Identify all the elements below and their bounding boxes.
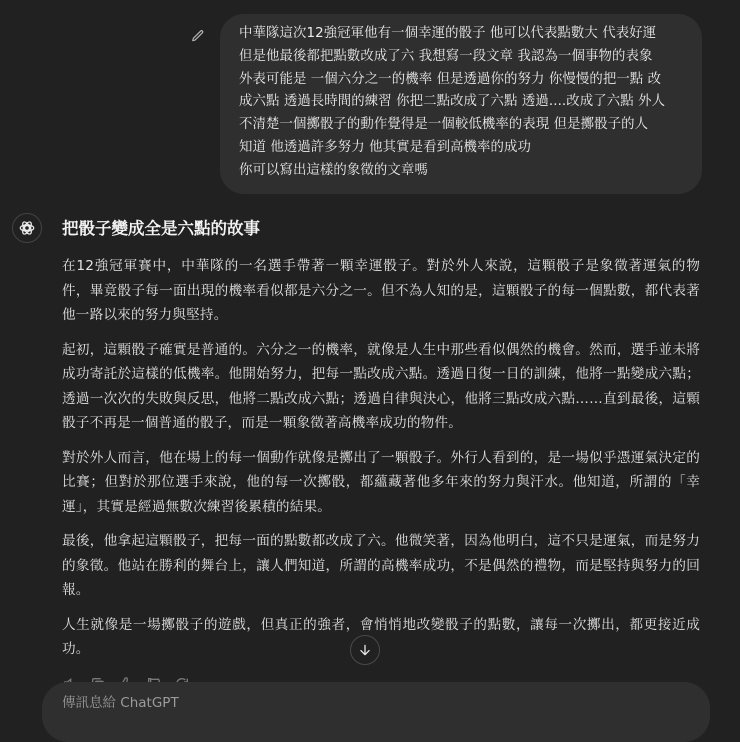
user-message-line: 知道 他透過許多努力 他其實是看到高機率的成功 xyxy=(239,139,532,155)
user-message-line: 你可以寫出這樣的象徵的文章嗎 xyxy=(239,162,428,178)
assistant-avatar xyxy=(12,213,42,243)
assistant-paragraph: 對於外人而言，他在場上的每一個動作就像是擲出了一顆骰子。外行人看到的，是一場似乎憑運氣決定的比賽；但對於那位選手來說，他的每一次擲骰，都蘊藏著他多年來的努力與汗水。他知道，所謂的「幸運」，其實是經過無數次練習後累積的結果。 xyxy=(62,449,700,515)
arrow-down-icon xyxy=(358,643,372,657)
assistant-paragraph: 最後，他拿起這顆骰子，把每一面的點數都改成了六。他微笑著，因為他明白，這不只是運氣，而是努力的象徵。他站在勝利的舞台上，讓人們知道，所謂的高機率成功，不是偶然的禮物，而是堅持與努力的回報。 xyxy=(62,533,700,598)
user-message-bubble xyxy=(220,14,702,194)
assistant-title: 把骰子變成全是六點的故事 xyxy=(62,219,260,238)
assistant-paragraph: 人生就像是一場擲骰子的遊戲，但真正的強者，會悄悄地改變骰子的點數，讓每一次擲出，都更接近成功。 xyxy=(62,616,700,657)
scroll-to-bottom-button[interactable] xyxy=(350,635,380,665)
assistant-message xyxy=(62,214,700,672)
pencil-icon xyxy=(191,29,205,43)
user-message-line: 中華隊這次12強冠軍他有一個幸運的骰子 他可以代表點數大 代表好運 xyxy=(239,26,657,41)
message-input[interactable] xyxy=(60,694,696,712)
edit-message-button[interactable] xyxy=(188,26,208,46)
user-message-line: 成六點 透過長時間的練習 你把二點改成了六點 透過....改成了六點 外人 xyxy=(239,94,666,110)
user-message-line: 但是他最後都把點數改成了六 我想寫一段文章 我認為一個事物的表象 xyxy=(239,48,653,64)
assistant-paragraph: 起初，這顆骰子確實是普通的。六分之一的機率，就像是人生中那些看似偶然的機會。然而，選手並未將成功寄託於這樣的低機率。他開始努力，把每一點改成六點。透過日復一日的訓練，他將一點變成六點；透過一次次的失敗與反思，他將二點改成六點；透過自律與決心，他將三點改成六點……直到最後，這顆骰子不再是一個普通的骰子，而是一顆象徵著高機率成功的物件。 xyxy=(62,341,700,431)
assistant-paragraph: 在12強冠軍賽中，中華隊的一名選手帶著一顆幸運骰子。對於外人來說，這顆骰子是象徵著運氣的物件，畢竟骰子每一面出現的機率看似都是六分之一。但不為人知的是，這顆骰子的每一個點數，都代表著他一路以來的努力與堅持。 xyxy=(62,258,700,323)
user-message-line: 不清楚一個擲骰子的動作覺得是一個較低機率的表現 但是擲骰子的人 xyxy=(239,117,649,133)
openai-logo-icon xyxy=(18,219,36,237)
user-message-line: 外表可能是 一個六分之一的機率 但是透過你的努力 你慢慢的把一點 改 xyxy=(239,71,662,87)
message-composer xyxy=(42,682,710,742)
